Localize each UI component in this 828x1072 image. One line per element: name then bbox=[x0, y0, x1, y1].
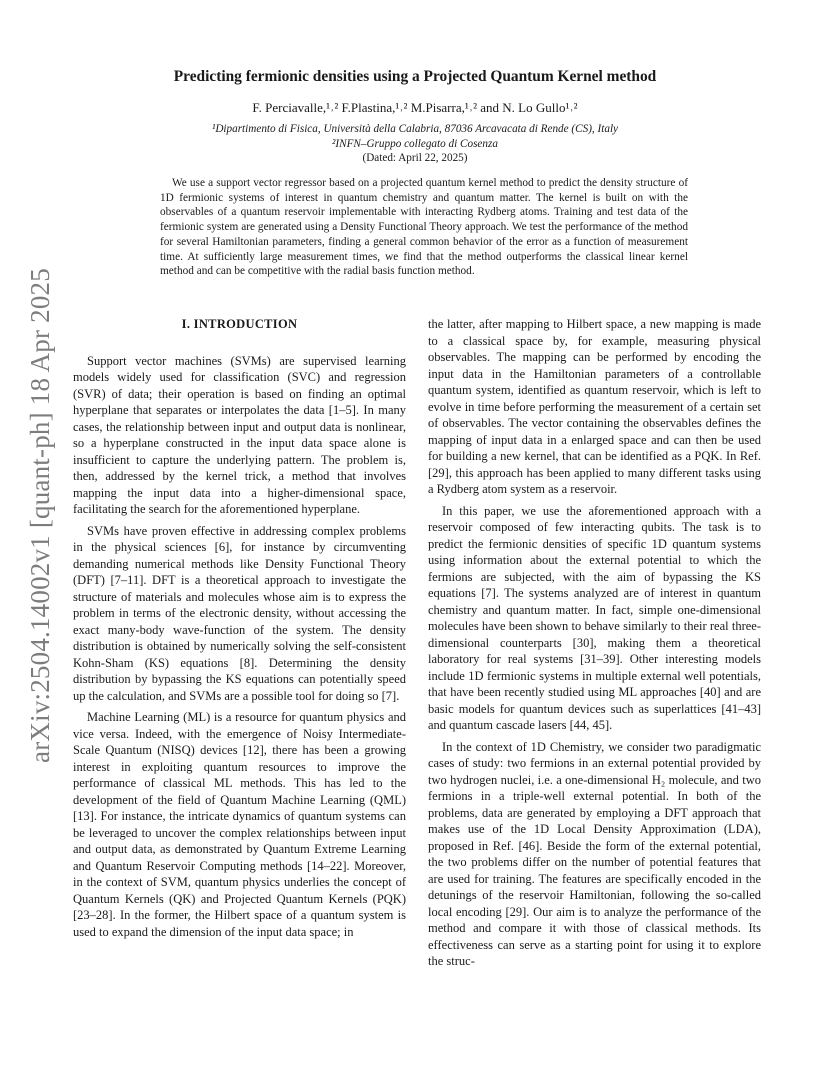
left-column bbox=[73, 316, 406, 945]
paragraph: Machine Learning (ML) is a resource for quantum physics and vice versa. Indeed, with the emergence of Noisy Intermediate-Scale Quantum (NISQ) devices [12], there has been a growing interest in exploiting quantum resources to improve the performance of classical ML methods. This has led to the development of the field of Quantum Machine Learning (QML) [13]. For instance, the intricate dynamics of quantum systems can be leveraged to uncover the complex relationships between input and output data, as demonstrated by Quantum Extreme Learning and Quantum Reservoir Computing methods [14–22]. Moreover, in the context of SVM, quantum physics underlies the concept of Quantum Kernels (QK) and Projected Quantum Kernels (PQK) [23–28]. In the former, the Hilbert space of a quantum system is used to expand the dimension of the input data space; in bbox=[73, 710, 406, 939]
arxiv-stamp bbox=[10, 240, 70, 790]
affiliation-2: ²INFN–Gruppo collegato di Cosenza bbox=[332, 138, 498, 150]
right-column bbox=[428, 316, 761, 975]
date-line: (Dated: April 22, 2025) bbox=[362, 152, 468, 164]
paragraph: Support vector machines (SVMs) are supervised learning models widely used for classification (SVC) and regression (SVR) of data; their operation is based on finding an optimal hyperplane that separates or interpolates the data [1–5]. In many cases, the relationship between input and output data is nonlinear, so a hyperplane constructed in the input data space alone is insufficient to capture the underlying pattern. The problem is, then, addressed by the kernel trick, a method that involves mapping the input data into a higher-dimensional space, facilitating the search for the aforementioned hyperplane. bbox=[73, 353, 406, 516]
paper-title: Predicting fermionic densities using a Projected Quantum Kernel method bbox=[173, 68, 657, 85]
affiliation-1: ¹Dipartimento di Fisica, Università della Calabria, 87036 Arcavacata di Rende (CS), Italy bbox=[211, 123, 619, 135]
paragraph: In the context of 1D Chemistry, we consider two paradigmatic cases of study: two fermions in an external potential provided by two hydrogen nuclei, i.e. a one-dimensional H₂ molecule, and two fermions in a triple-well external potential. In both of the problems, data are generated by employing a DFT approach that makes use of the 1D Local Density Approximation (LDA), proposed in Ref. [46]. Beside the form of the external potential, the two problems differ on the number of potential features that are used for training. The features are specifically encoded in the detunings of the reservoir Hamiltonian, following the so-called local encoding [29]. Our aim is to analyze the performance of the method and compare it with those of classical methods. Its effectiveness can serve as a starting point for using it to explore the struc- bbox=[428, 739, 761, 968]
author-list: F. Perciavalle,¹˒² F.Plastina,¹˒² M.Pisarra,¹˒² and N. Lo Gullo¹˒² bbox=[252, 100, 578, 115]
arxiv-identifier: arXiv:2504.14002v1 [quant-ph] 18 Apr 2025 bbox=[24, 267, 55, 763]
paragraph: In this paper, we use the aforementioned approach with a reservoir composed of few interacting qubits. The task is to predict the fermionic densities of specific 1D quantum systems using information about the external potential to which the fermions are subjected, with the aim of bypassing the KS equations [7]. The systems analyzed are of interest in quantum chemistry and quantum matter. In fact, simple one-dimensional molecules have been shown to behave similarly to their real three-dimensional counterparts [30], making them a theoretical laboratory for real systems [31–39]. Other interesting models include 1D fermionic systems in multiple external well potentials, that have been recently studied using ML approaches [40] and are basic models for quantum devices such as superlattices [41–43] and quantum cascade lasers [44, 45]. bbox=[428, 503, 761, 732]
paragraph: SVMs have proven effective in addressing complex problems in the physical sciences [6], for instance by circumventing demanding numerical methods like Density Functional Theory (DFT) [7–11]. DFT is a theoretical approach to investigate the structure of materials and molecules whose aim is to express the problem in terms of the electronic density, without accessing the exact many-body wave-function of the system. The density distribution is obtained by numerically solving the self-consistent Kohn-Sham (KS) equations [8]. Determining the density distribution by bypassing the KS equations can potentially speed up the calculation, and SVMs are a possible tool for doing so [7]. bbox=[73, 523, 406, 703]
section-heading: I. INTRODUCTION bbox=[181, 317, 298, 331]
abstract: We use a support vector regressor based on a projected quantum kernel method to predict the density structure of 1D fermionic systems of interest in quantum chemistry and quantum matter. The kernel is built on with the observables of a quantum reservoir implementable with interacting Rydberg atoms. Training and test data of the fermionic system are generated using a Density Functional Theory approach. We test the performance of the method for several Hamiltonian parameters, finding a general common behavior of the error as a function of measurement time. At sufficiently large measurement times, we find that the method outperforms the classical linear kernel method and can be competitive with the radial basis function method. bbox=[160, 177, 688, 278]
paragraph: the latter, after mapping to Hilbert space, a new mapping is made to a classical space by, for example, measuring physical observables. The mapping can be performed by encoding the input data in the Hamiltonian parameters of a controllable quantum system, identified as quantum reservoir, which is left to evolve in time before performing the measurement of a certain set of observables. The vector containing the observables defines the mapping of input data in a enlarged space and can then be used for building a new kernel, that can be identified as a PQK. In Ref. [29], this approach has been applied to many different tasks using a Rydberg atom system as a reservoir. bbox=[428, 317, 761, 496]
